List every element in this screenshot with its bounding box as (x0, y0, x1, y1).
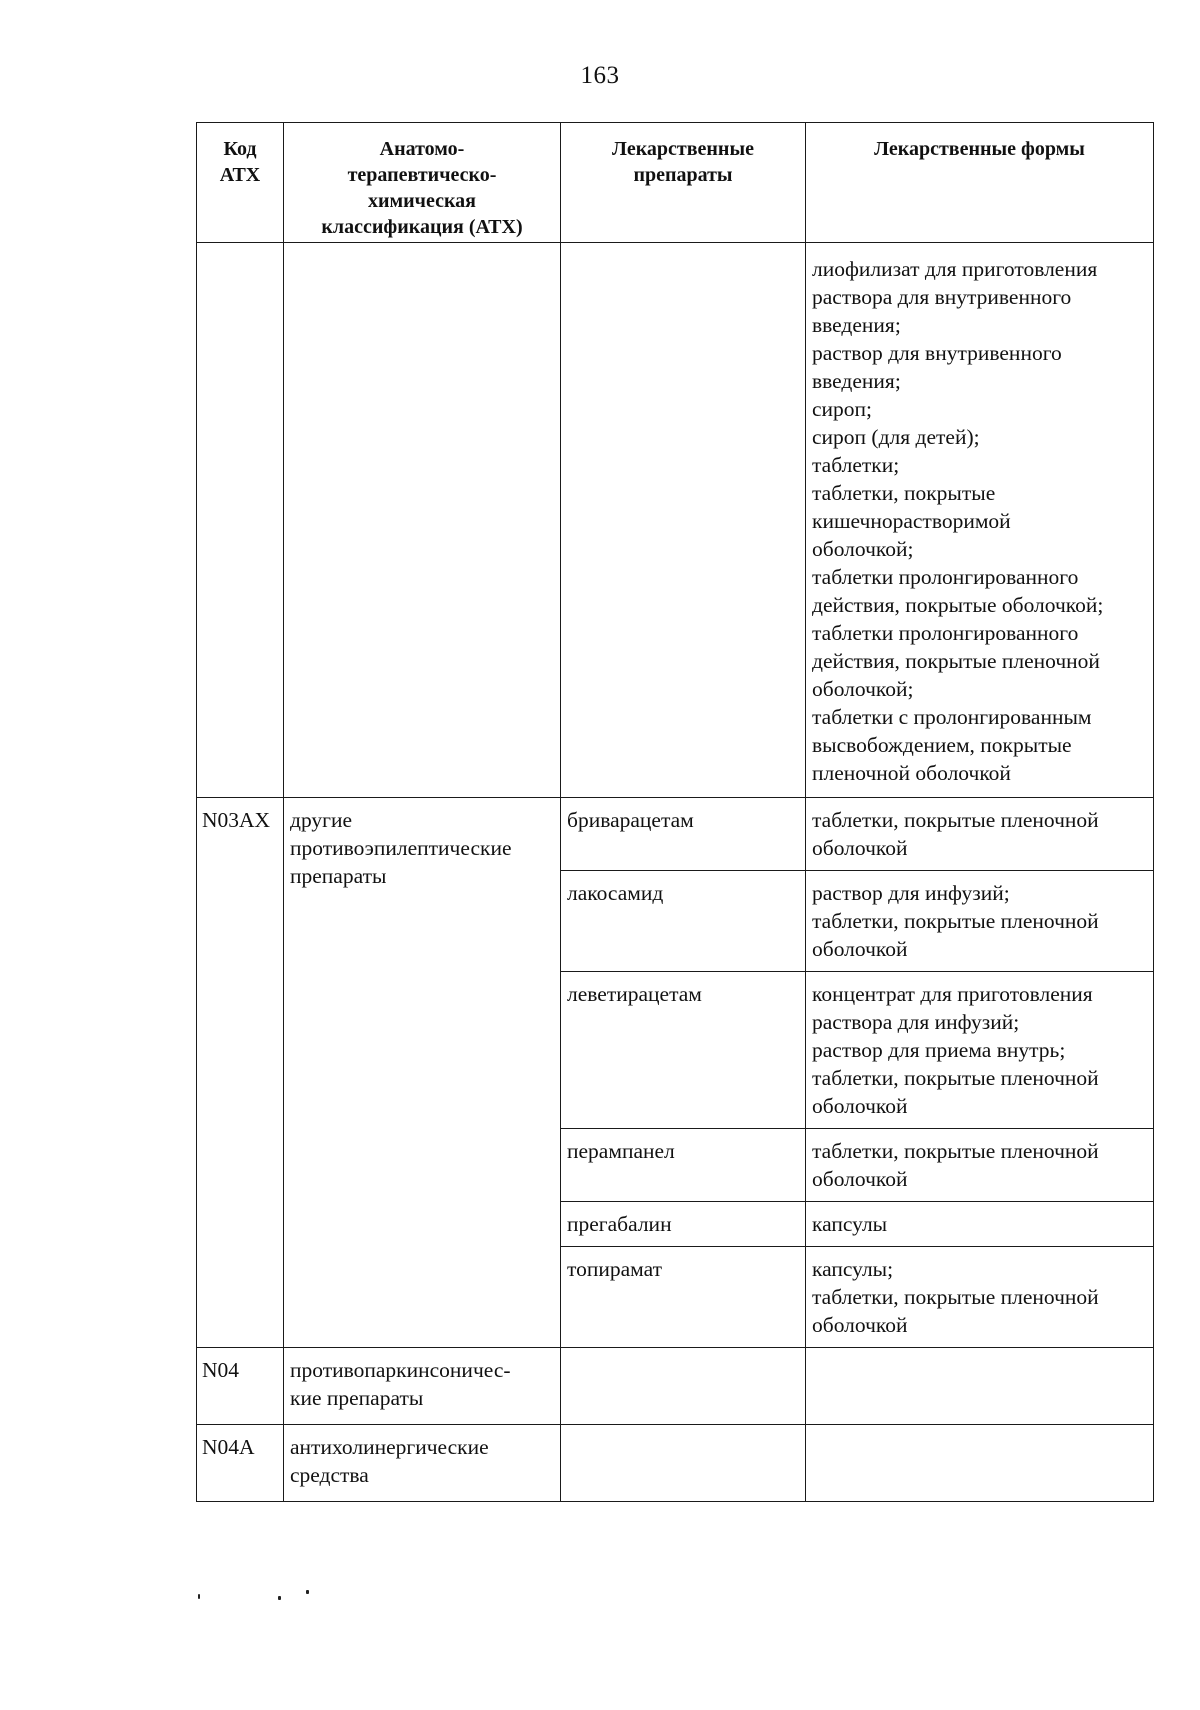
cell-drug (561, 243, 806, 798)
cell-drug: перампанел (561, 1129, 806, 1202)
cell-classification-n03ax: другие противоэпилептические препараты (284, 798, 561, 1348)
page-number: 163 (580, 62, 620, 89)
cell-code-n03ax: N03AX (197, 798, 284, 1348)
table-row-continued (197, 243, 1154, 798)
cell-forms: капсулы (806, 1202, 1154, 1247)
table-row-n04 (197, 1348, 1154, 1425)
cell-drug: прегабалин (561, 1202, 806, 1247)
table-row-n04a (197, 1425, 1154, 1502)
cell-code (197, 243, 284, 798)
cell-forms: раствор для инфузий; таблетки, покрытые пленочной оболочкой (806, 871, 1154, 972)
cell-drug: леветирацетам (561, 972, 806, 1129)
atx-drug-table (196, 122, 1154, 1502)
scan-artifact-marks (196, 1588, 316, 1608)
cell-drug: лакосамид (561, 871, 806, 972)
table-row-n03ax-brivaracetam (197, 798, 1154, 871)
cell-classification-n04: противопаркинсоничес- кие препараты (284, 1348, 561, 1425)
cell-forms: таблетки, покрытые пленочной оболочкой (806, 1129, 1154, 1202)
header-drugs: Лекарственные препараты (561, 123, 806, 243)
cell-forms: лиофилизат для приготовления раствора для внутривенного введения; раствор для внутривенного введения; сироп; сироп (для детей); таблетки; таблетки, покрытые кишечнорастворимой оболочкой; таблетки пролонгированного действия, покрытые оболочкой; таблетки пролонгированного действия, покрытые пленочной оболочкой; таблетки с пролонгированным высвобождением, покрытые пленочной оболочкой (806, 243, 1154, 798)
cell-classification-n04a: антихолинергические средства (284, 1425, 561, 1502)
cell-classification (284, 243, 561, 798)
header-forms: Лекарственные формы (806, 123, 1154, 243)
table-header-row (197, 123, 1154, 243)
cell-forms: капсулы; таблетки, покрытые пленочной оболочкой (806, 1247, 1154, 1348)
cell-code-n04a: N04A (197, 1425, 284, 1502)
cell-drug: бриварацетам (561, 798, 806, 871)
cell-forms: таблетки, покрытые пленочной оболочкой (806, 798, 1154, 871)
cell-drug (561, 1348, 806, 1425)
cell-code-n04: N04 (197, 1348, 284, 1425)
header-code: Код АТХ (197, 123, 284, 243)
cell-forms: концентрат для приготовления раствора для инфузий; раствор для приема внутрь; таблетки, покрытые пленочной оболочкой (806, 972, 1154, 1129)
header-classification: Анатомо- терапевтическо- химическая классификация (АТХ) (284, 123, 561, 243)
cell-forms (806, 1348, 1154, 1425)
cell-drug: топирамат (561, 1247, 806, 1348)
cell-drug (561, 1425, 806, 1502)
cell-forms (806, 1425, 1154, 1502)
